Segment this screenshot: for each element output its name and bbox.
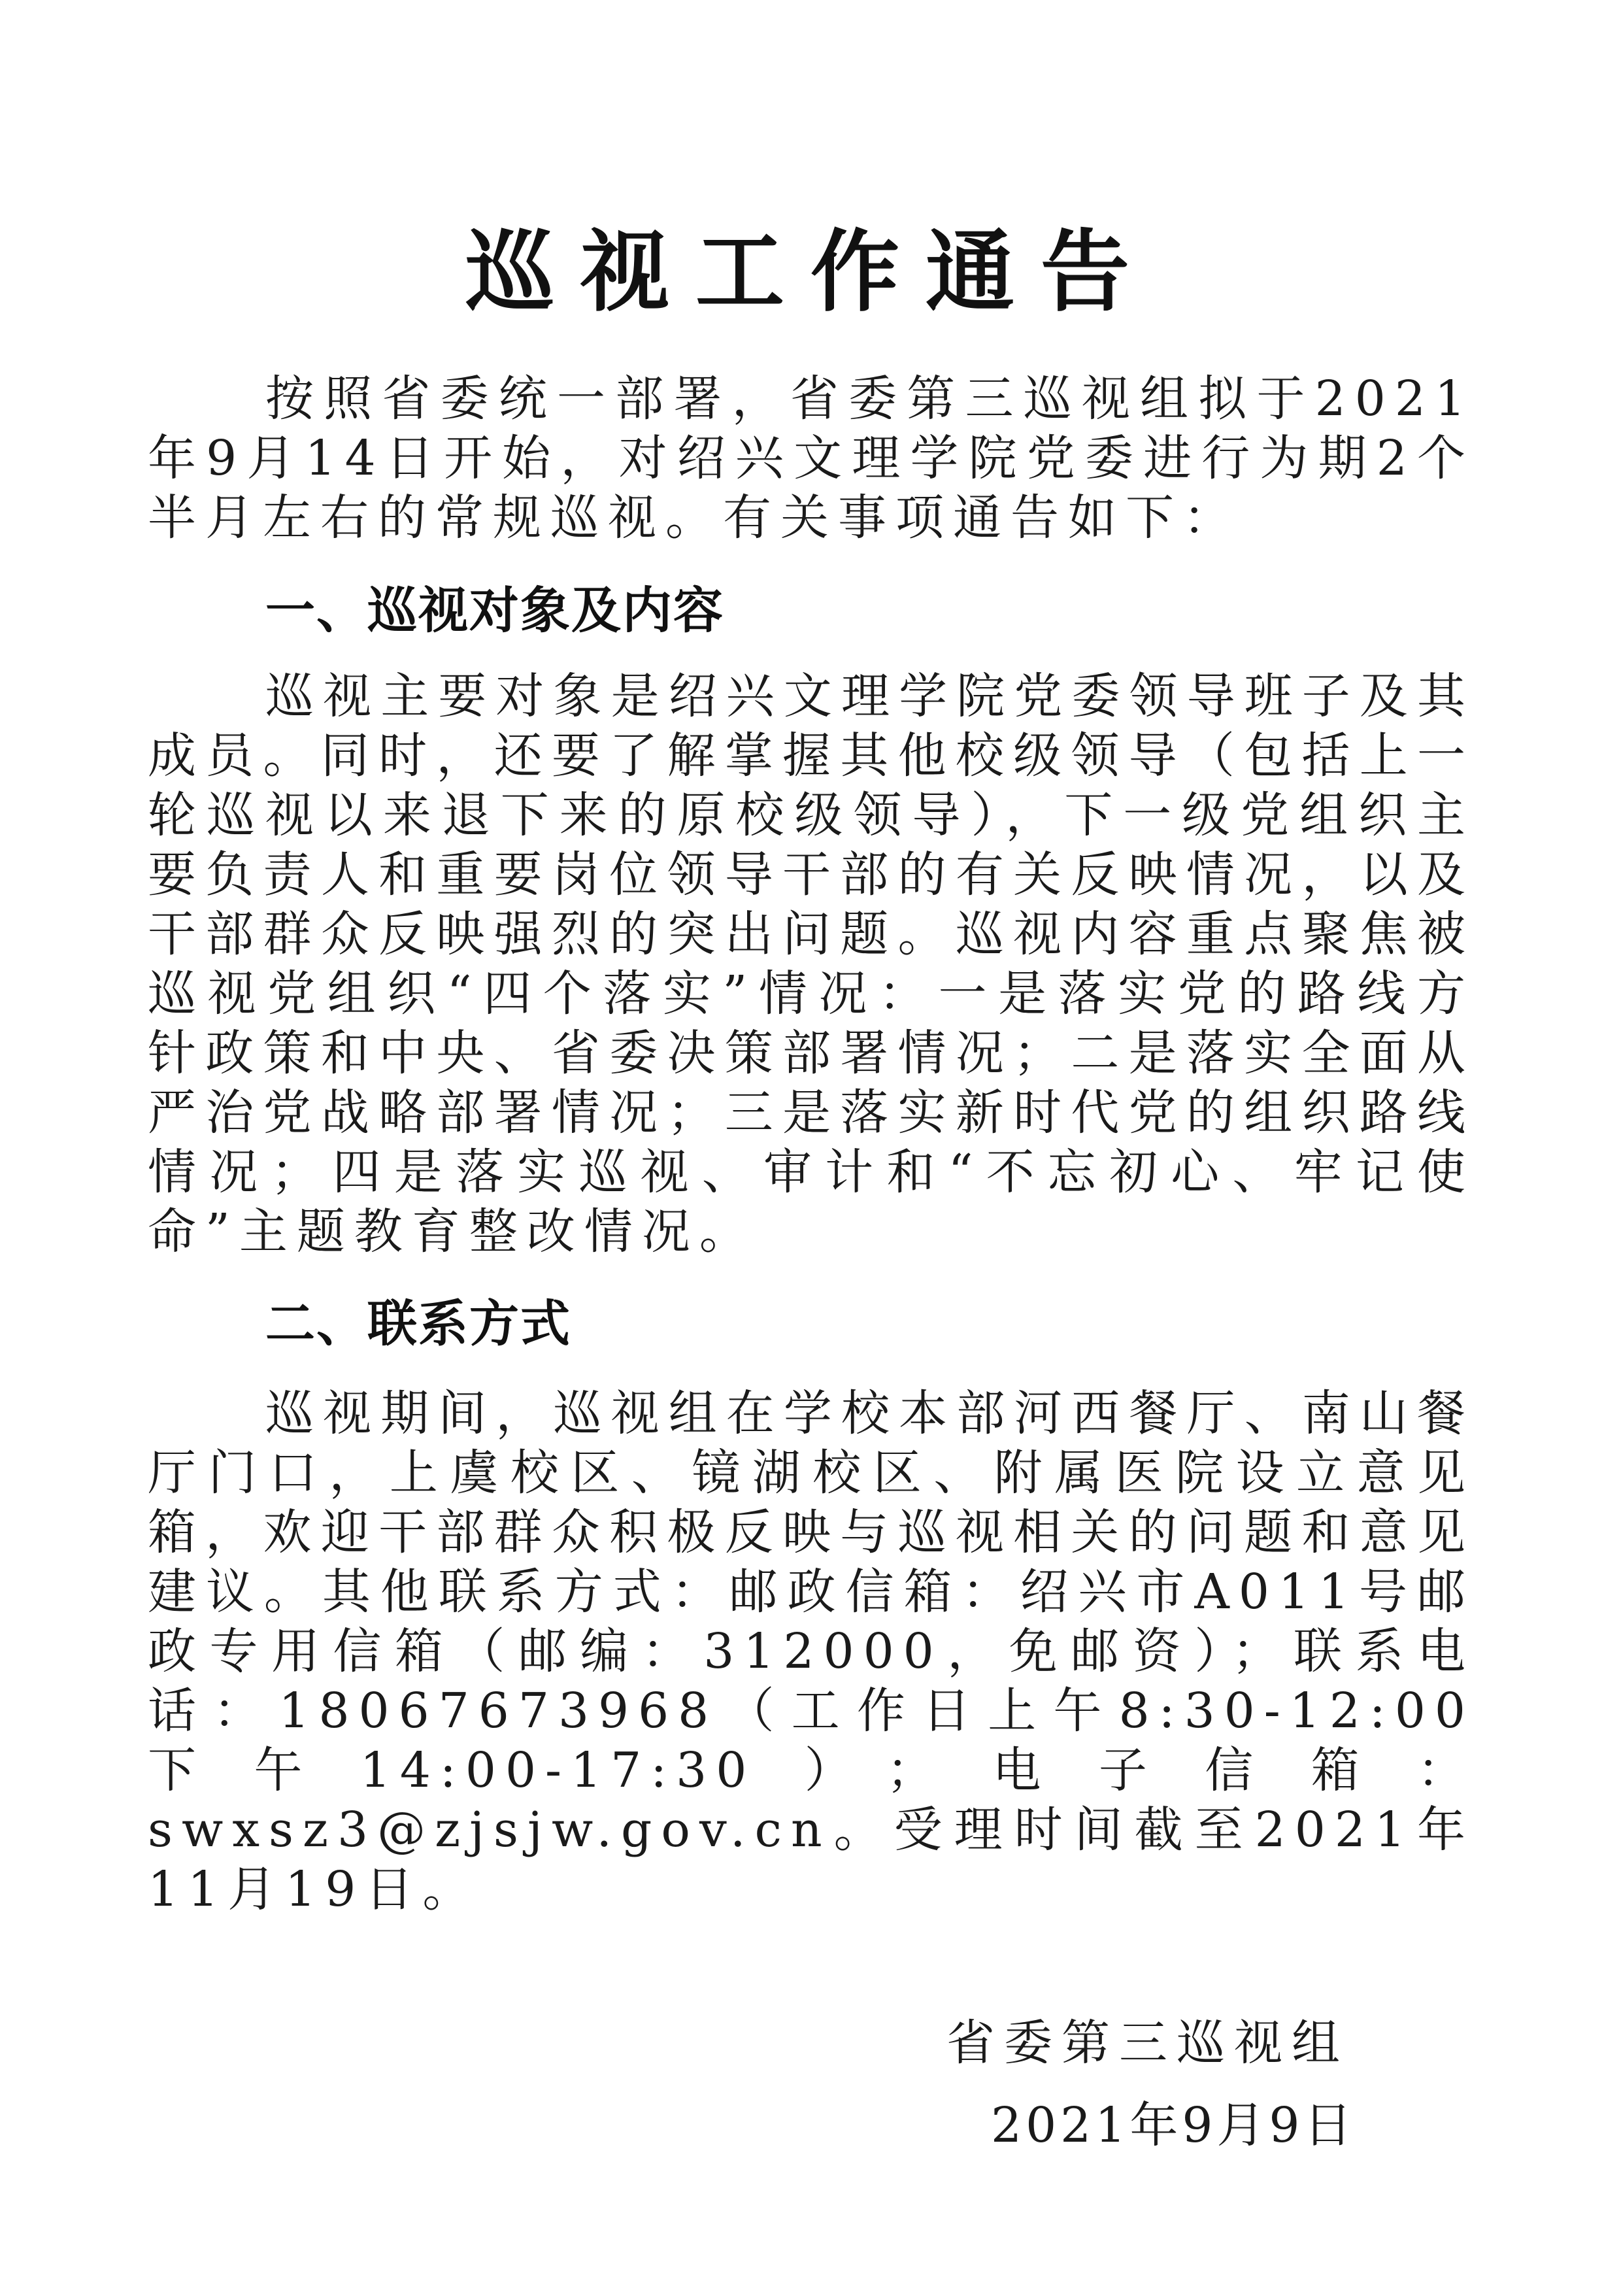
section-body-targets: 巡视主要对象是绍兴文理学院党委领导班子及其成员。同时，还要了解掌握其他校级领导（包括上一轮巡视以来退下来的原校级领导），下一级党组织主要负责人和重要岗位领导干部的有关反映情况，以及干部群众反映强烈的突出问题。巡视内容重点聚焦被巡视党组织“四个落实”情况：一是落实党的路线方针政策和中央、省委决策部署情况；二是落实全面从严治党战略部署情况；三是落实新时代党的组织路线情况；四是落实巡视、审计和“不忘初心、牢记使命”主题教育整改情况。 xyxy=(148,668,1475,1260)
signature-organization: 省委第三巡视组 xyxy=(946,2015,1349,2071)
intro-paragraph: 按照省委统一部署，省委第三巡视组拟于2021年9月14日开始，对绍兴文理学院党委进行为期2个半月左右的常规巡视。有关事项通告如下： xyxy=(148,371,1475,546)
section-heading-targets: 一、巡视对象及内容 xyxy=(265,581,724,639)
section-body-contact: 巡视期间，巡视组在学校本部河西餐厅、南山餐厅门口，上虞校区、镜湖校区、附属医院设立意见箱，欢迎干部群众积极反映与巡视相关的问题和意见建议。其他联系方式：邮政信箱：绍兴市A011号邮政专用信箱（邮编：312000，免邮资）；联系电话：18067673968（工作日上午8:30-12:00 下午14:00-17:30）；电子信箱：swxsz3@zjsjw.gov.cn。受理时间截至2021年11月19日。 xyxy=(148,1385,1475,1917)
page-title: 巡视工作通告 xyxy=(465,220,1156,325)
section-heading-contact: 二、联系方式 xyxy=(265,1294,571,1353)
signature-date: 2021年9月9日 xyxy=(991,2097,1356,2153)
